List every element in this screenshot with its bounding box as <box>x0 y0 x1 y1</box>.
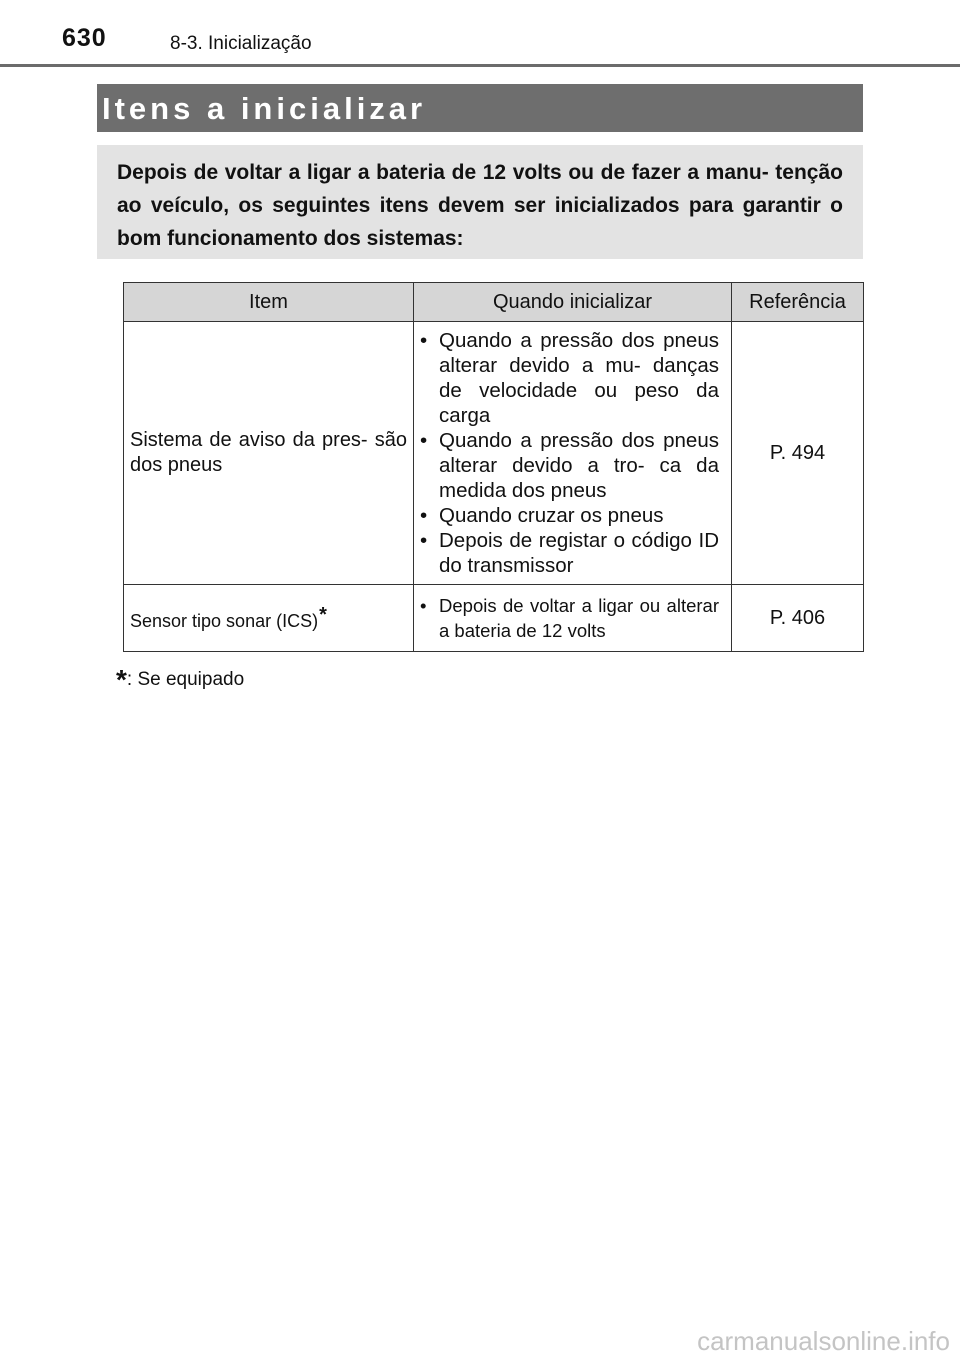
table-row <box>124 322 864 585</box>
page-number: 630 <box>62 24 107 52</box>
header-reference: Referência <box>732 283 864 322</box>
footnote-mark: * <box>116 664 127 695</box>
when-list <box>420 328 725 578</box>
reference-cell: P. 406 <box>732 585 864 652</box>
footnote <box>116 664 244 696</box>
bullet-icon: • <box>420 329 428 352</box>
initialization-table <box>123 282 864 652</box>
bullet-icon: • <box>420 504 428 527</box>
item-cell <box>124 322 414 585</box>
list-item: • Quando a pressão dos pneus alterar devido a tro- ca da medida dos pneus <box>420 429 719 502</box>
header-divider <box>0 64 960 67</box>
list-item: • Quando cruzar os pneus <box>420 504 664 527</box>
footnote-mark: * <box>319 604 327 626</box>
title-bar <box>97 84 863 132</box>
reference-cell: P. 494 <box>732 322 864 585</box>
when-cell <box>414 585 732 652</box>
table-row <box>124 585 864 652</box>
list-item: • Quando a pressão dos pneus alterar devido a mu- danças de velocidade ou peso da carga <box>420 329 719 427</box>
item-label: Sistema de aviso da pres- são dos pneus <box>130 429 407 476</box>
watermark: carmanualsonline.info <box>697 1326 950 1356</box>
list-item: • Depois de voltar a ligar ou alterar a bateria de 12 volts <box>420 595 719 641</box>
table-header-row <box>124 283 864 322</box>
footnote-text: : Se equipado <box>126 669 245 690</box>
item-cell <box>124 585 414 652</box>
when-cell <box>414 322 732 585</box>
list-item: • Depois de registar o código ID do transmissor <box>420 529 719 577</box>
bullet-icon: • <box>420 529 428 552</box>
bullet-icon: • <box>420 595 427 616</box>
bullet-icon: • <box>420 429 428 452</box>
section-title: 8-3. Inicialização <box>170 33 312 54</box>
header-when: Quando inicializar <box>414 283 732 322</box>
when-list <box>420 593 725 643</box>
intro-text: Depois de voltar a ligar a bateria de 12 volts ou de fazer a manu- tenção ao veículo, os seguintes itens devem ser inicializados para garantir o bom funcionamento dos sistemas: <box>117 161 843 250</box>
intro-box <box>97 145 863 259</box>
header-item: Item <box>124 283 414 322</box>
page-title: Itens a inicializar <box>102 91 427 126</box>
item-label: Sensor tipo sonar (ICS) <box>130 611 319 631</box>
